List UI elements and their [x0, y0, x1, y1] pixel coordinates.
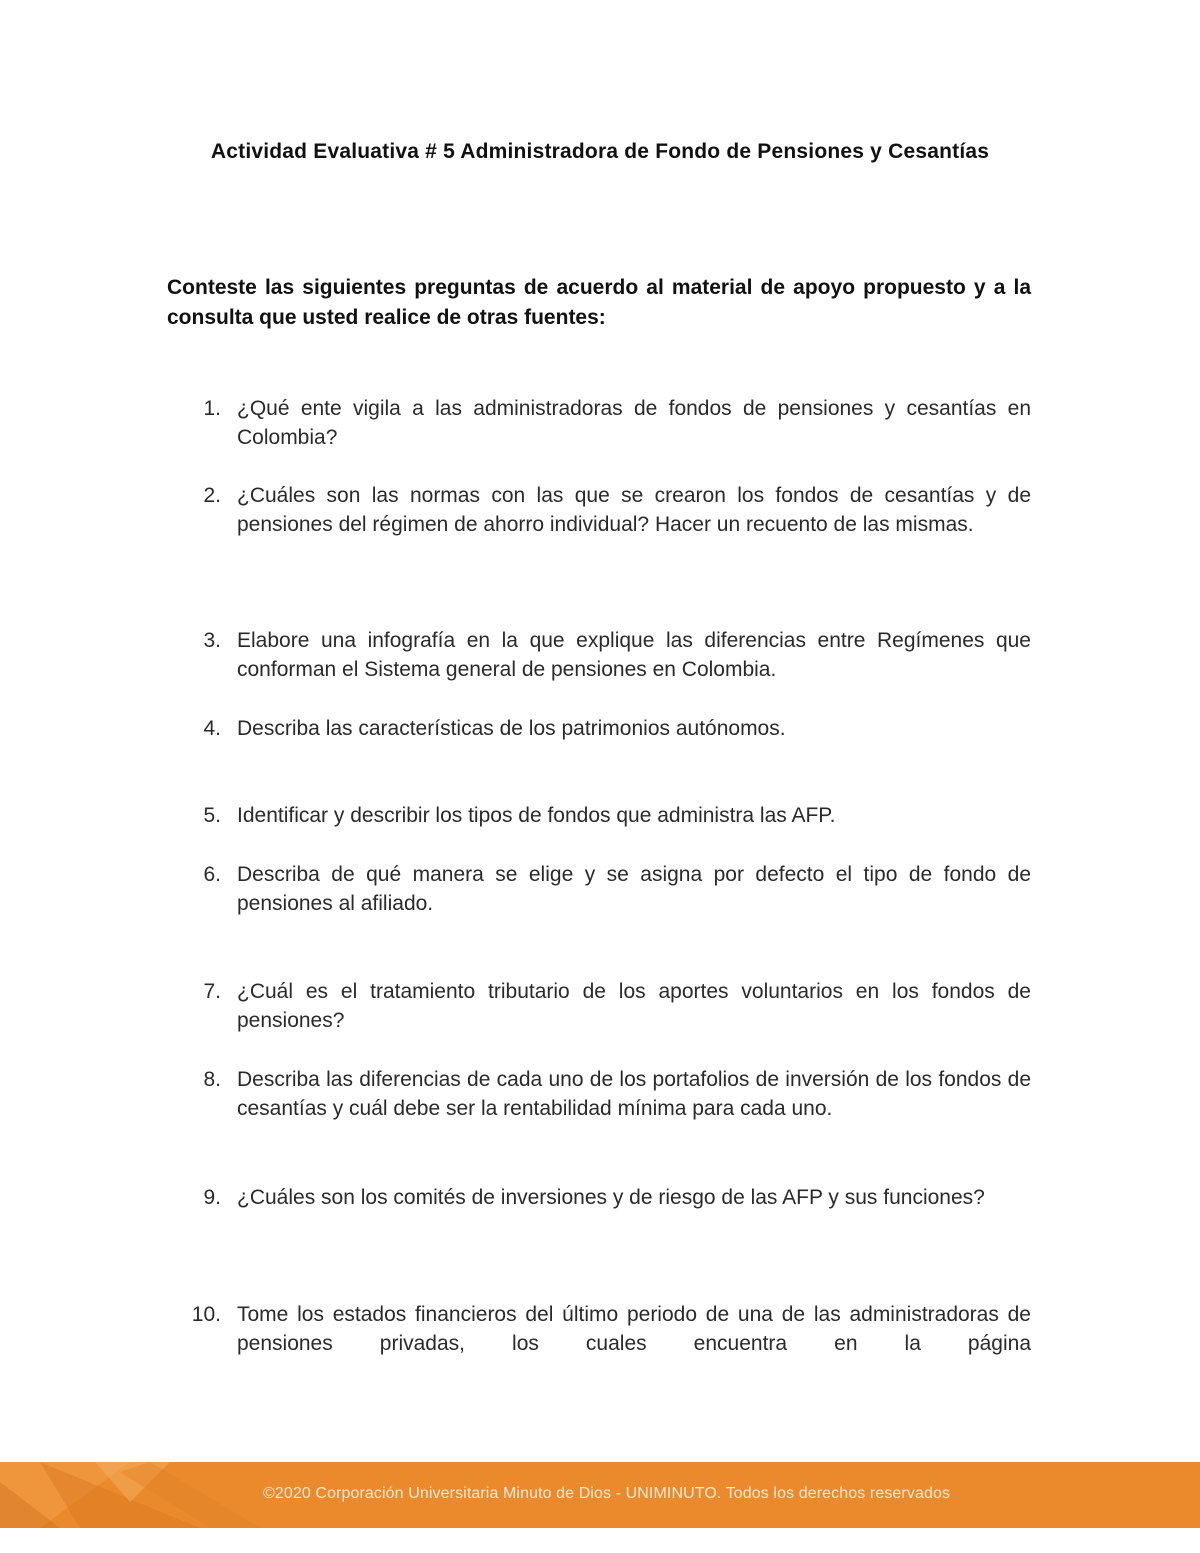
question-number: 6.: [203, 863, 221, 886]
question-number: 10.: [191, 1303, 221, 1326]
copyright-text: ©2020 Corporación Universitaria Minuto de Dios - UNIMINUTO. Todos los derechos reservados: [263, 1485, 951, 1502]
question-text: ¿Qué ente vigila a las administradoras de fondos de pensiones y cesantías en Colombia?: [237, 397, 1031, 449]
instructions: Conteste las siguientes preguntas de acuerdo al material de apoyo propuesto y a la consulta que usted realice de otras fuentes:: [167, 276, 1031, 329]
question-number: 2.: [203, 484, 221, 507]
question-number: 3.: [203, 629, 221, 652]
question-number: 1.: [203, 397, 221, 420]
question-text: Elabore una infografía en la que explique las diferencias entre Regímenes que conforman el Sistema general de pensiones en Colombia.: [237, 629, 1031, 681]
question-number: 4.: [203, 717, 221, 740]
footer-banner: [0, 1462, 1200, 1528]
question-text: ¿Cuáles son los comités de inversiones y de riesgo de las AFP y sus funciones?: [237, 1186, 985, 1209]
question-text: Describa las diferencias de cada uno de los portafolios de inversión de los fondos de cesantías y cuál debe ser la rentabilidad mínima para cada uno.: [237, 1068, 1031, 1120]
page-title: Actividad Evaluativa # 5 Administradora de Fondo de Pensiones y Cesantías: [210, 140, 990, 163]
question-number: 7.: [203, 980, 221, 1003]
question-text: Describa de qué manera se elige y se asigna por defecto el tipo de fondo de pensiones al afiliado.: [237, 863, 1031, 915]
question-text: Identificar y describir los tipos de fondos que administra las AFP.: [237, 804, 836, 827]
question-text: Tome los estados financieros del último periodo de una de las administradoras de pensiones privadas, los cuales encuentra en la página: [237, 1303, 1031, 1355]
question-text: ¿Cuáles son las normas con las que se crearon los fondos de cesantías y de pensiones del régimen de ahorro individual? Hacer un recuento de las mismas.: [237, 484, 1031, 536]
question-number: 9.: [203, 1186, 221, 1209]
question-text: ¿Cuál es el tratamiento tributario de los aportes voluntarios en los fondos de pensiones?: [237, 980, 1031, 1032]
question-number: 5.: [203, 804, 221, 827]
question-number: 8.: [203, 1068, 221, 1091]
question-text: Describa las características de los patrimonios autónomos.: [237, 717, 786, 740]
